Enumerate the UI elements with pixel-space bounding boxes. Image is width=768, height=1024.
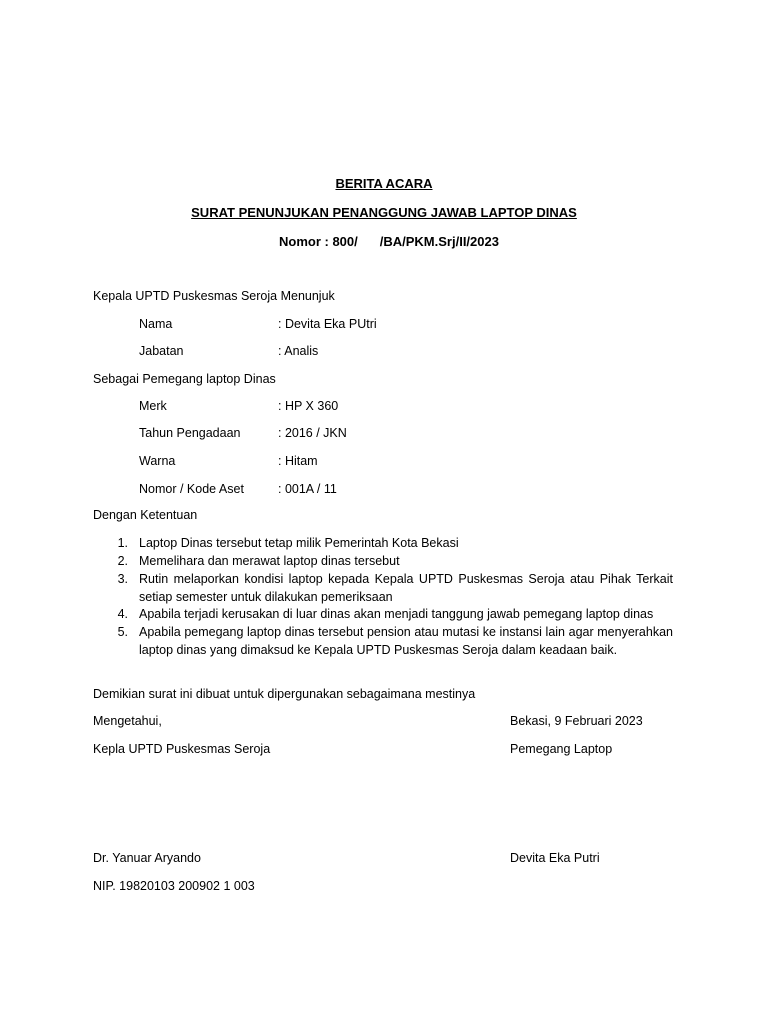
document-title: BERITA ACARA (335, 176, 433, 191)
laptop-value-kode-aset: : 001A / 11 (278, 482, 337, 496)
place-date: Bekasi, 9 Februari 2023 (510, 714, 643, 728)
person-value-nama: : Devita Eka PUtri (278, 317, 377, 331)
term-text: Rutin melaporkan kondisi laptop kepada Kepala UPTD Puskesmas Seroja atau Pihak Terkait setiap semester untuk dilakukan pemeriksaan (139, 572, 673, 604)
holder-intro-text: Sebagai Pemegang laptop Dinas (93, 372, 276, 386)
term-text: Apabila terjadi kerusakan di luar dinas akan menjadi tanggung jawab pemegang laptop dinas (139, 607, 654, 621)
terms-heading: Dengan Ketentuan (93, 508, 198, 522)
signer-left-role: Kepla UPTD Puskesmas Seroja (93, 742, 271, 756)
laptop-label-tahun: Tahun Pengadaan (139, 426, 241, 440)
term-text: Apabila pemegang laptop dinas tersebut pension atau mutasi ke instansi lain agar menyerahkan laptop dinas yang dimaksud ke Kepala UPTD Puskesmas Seroja dalam keadaan baik. (139, 625, 673, 657)
term-text: Memelihara dan merawat laptop dinas tersebut (139, 554, 400, 568)
document-number (279, 234, 499, 250)
acknowledged-label: Mengetahui, (93, 714, 162, 728)
laptop-value-warna: : Hitam (278, 454, 318, 468)
document-number-suffix: /BA/PKM.Srj/II/2023 (379, 234, 499, 249)
document-number-prefix: Nomor : 800/ (279, 234, 358, 249)
document-subtitle: SURAT PENUNJUKAN PENANGGUNG JAWAB LAPTOP DINAS (191, 205, 577, 220)
laptop-label-warna: Warna (139, 454, 176, 468)
laptop-value-merk: : HP X 360 (278, 399, 339, 413)
signer-left-nip: NIP. 19820103 200902 1 003 (93, 879, 255, 893)
signer-left-name: Dr. Yanuar Aryando (93, 851, 201, 865)
person-label-jabatan: Jabatan (139, 344, 184, 358)
person-label-nama: Nama (139, 317, 173, 331)
term-number: 2. (117, 554, 128, 568)
laptop-value-tahun: : 2016 / JKN (278, 426, 347, 440)
term-number: 3. (117, 572, 128, 586)
term-number: 1. (117, 536, 128, 550)
term-number: 4. (117, 607, 128, 621)
closing-text: Demikian surat ini dibuat untuk dipergunakan sebagaimana mestinya (93, 687, 476, 701)
laptop-label-kode-aset: Nomor / Kode Aset (139, 482, 244, 496)
signer-right-role: Pemegang Laptop (510, 742, 613, 756)
intro-text: Kepala UPTD Puskesmas Seroja Menunjuk (93, 289, 335, 303)
signer-right-name: Devita Eka Putri (510, 851, 600, 865)
term-text: Laptop Dinas tersebut tetap milik Pemerintah Kota Bekasi (139, 536, 459, 550)
laptop-label-merk: Merk (139, 399, 167, 413)
person-value-jabatan: : Analis (278, 344, 319, 358)
term-number: 5. (117, 625, 128, 639)
